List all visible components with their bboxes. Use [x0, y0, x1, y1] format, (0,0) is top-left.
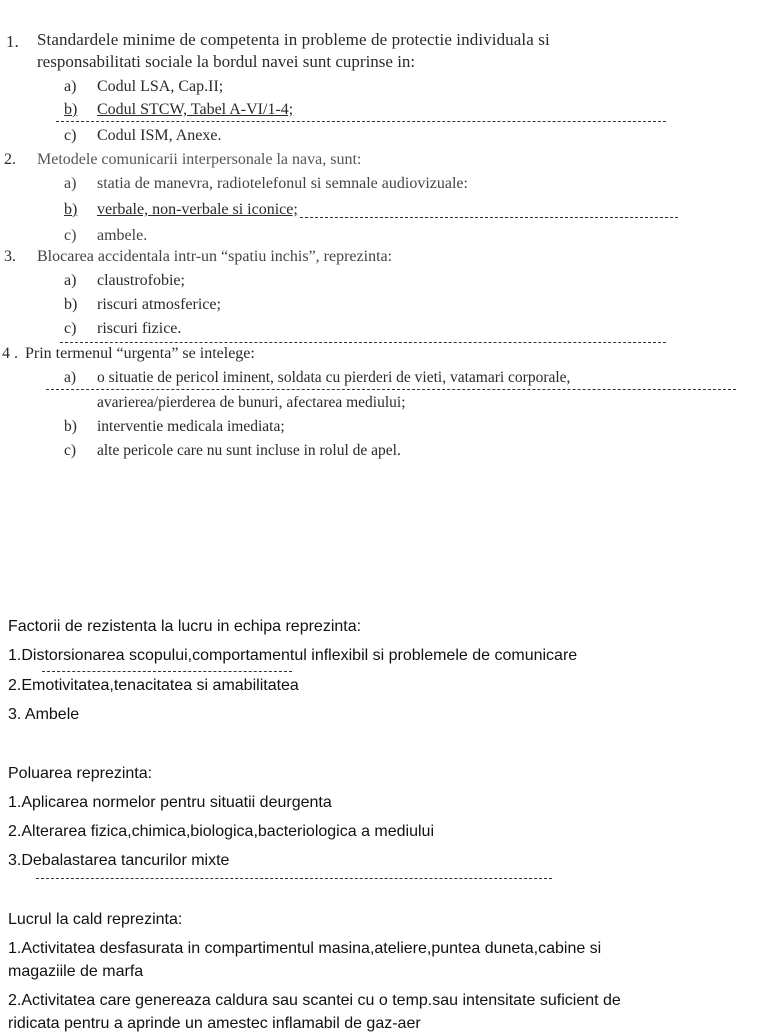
answer-underline: [36, 878, 552, 879]
option-text: 3. Ambele: [8, 706, 80, 723]
option-text: 1.Activitatea desfasurata in compartimentul masina,ateliere,puntea duneta,cabine si: [8, 940, 602, 957]
option-text: riscuri atmosferice;: [97, 296, 221, 313]
question-text: Prin termenul “urgenta” se intelege:: [25, 345, 255, 362]
option-text-correct: 1.Distorsionarea scopului,comportamentul inflexibil si problemele de comunicare: [8, 647, 578, 664]
option-text-correct: 2.Alterarea fizica,chimica,biologica,bacteriologica a mediului: [8, 823, 434, 840]
option-text-correct: riscuri fizice.: [97, 320, 182, 337]
option-text: 2.Emotivitatea,tenacitatea si amabilitatea: [8, 677, 299, 694]
option-text-continuation: magaziile de marfa: [8, 963, 144, 980]
option-text: interventie medicala imediata;: [97, 418, 285, 435]
option-letter: a): [64, 369, 77, 386]
answer-underline: [46, 389, 736, 390]
option-letter: b): [64, 201, 78, 218]
option-letter: c): [64, 127, 77, 144]
option-text: statia de manevra, radiotelefonul si semnale audiovizuale:: [97, 175, 468, 192]
option-text-correct: verbale, non-verbale si iconice;: [97, 201, 298, 218]
option-letter: c): [64, 227, 77, 244]
question-number: 1.: [6, 32, 19, 51]
option-letter: b): [64, 101, 78, 118]
question-number: 4 .: [2, 345, 18, 362]
option-letter: b): [64, 296, 78, 313]
option-letter: b): [64, 418, 77, 435]
option-letter: a): [64, 272, 77, 289]
question-number: 3.: [4, 248, 16, 265]
question-text: Standardele minime de competenta in probleme de protectie individuala si: [37, 30, 550, 49]
answer-underline: [56, 121, 666, 122]
question-title: Lucrul la cald reprezinta:: [8, 911, 183, 928]
option-letter: c): [64, 442, 77, 459]
answer-underline: [60, 342, 666, 343]
option-text-correct: Codul STCW, Tabel A-VI/1-4;: [97, 101, 294, 118]
option-letter: a): [64, 78, 77, 95]
answer-underline: [300, 217, 678, 218]
option-text: 1.Aplicarea normelor pentru situatii deurgenta: [8, 794, 332, 811]
question-text: responsabilitati sociale la bordul navei sunt cuprinse in:: [37, 52, 416, 71]
option-text: Codul LSA, Cap.II;: [97, 78, 224, 95]
option-text: alte pericole care nu sunt incluse in rolul de apel.: [97, 442, 401, 459]
option-letter: a): [64, 175, 77, 192]
question-text: Metodele comunicarii interpersonale la nava, sunt:: [37, 151, 362, 168]
option-text: claustrofobie;: [97, 272, 185, 289]
question-title: Factorii de rezistenta la lucru in echipa reprezinta:: [8, 618, 362, 635]
option-text: ambele.: [97, 227, 148, 244]
option-letter: c): [64, 320, 77, 337]
option-text-continuation: avarierea/pierderea de bunuri, afectarea mediului;: [97, 394, 406, 411]
option-text-correct: 2.Activitatea care genereaza caldura sau scantei cu o temp.sau intensitate suficient de: [8, 992, 621, 1009]
option-text: 3.Debalastarea tancurilor mixte: [8, 852, 230, 869]
option-text: Codul ISM, Anexe.: [97, 127, 222, 144]
option-text-continuation: ridicata pentru a aprinde un amestec inflamabil de gaz-aer: [8, 1015, 421, 1032]
option-text-correct: o situatie de pericol iminent, soldata cu pierderi de vieti, vatamari corporale,: [97, 369, 571, 386]
question-text: Blocarea accidentala intr-un “spatiu inchis”, reprezinta:: [37, 248, 393, 265]
answer-underline: [42, 671, 292, 672]
question-number: 2.: [4, 151, 16, 168]
question-title: Poluarea reprezinta:: [8, 765, 153, 782]
